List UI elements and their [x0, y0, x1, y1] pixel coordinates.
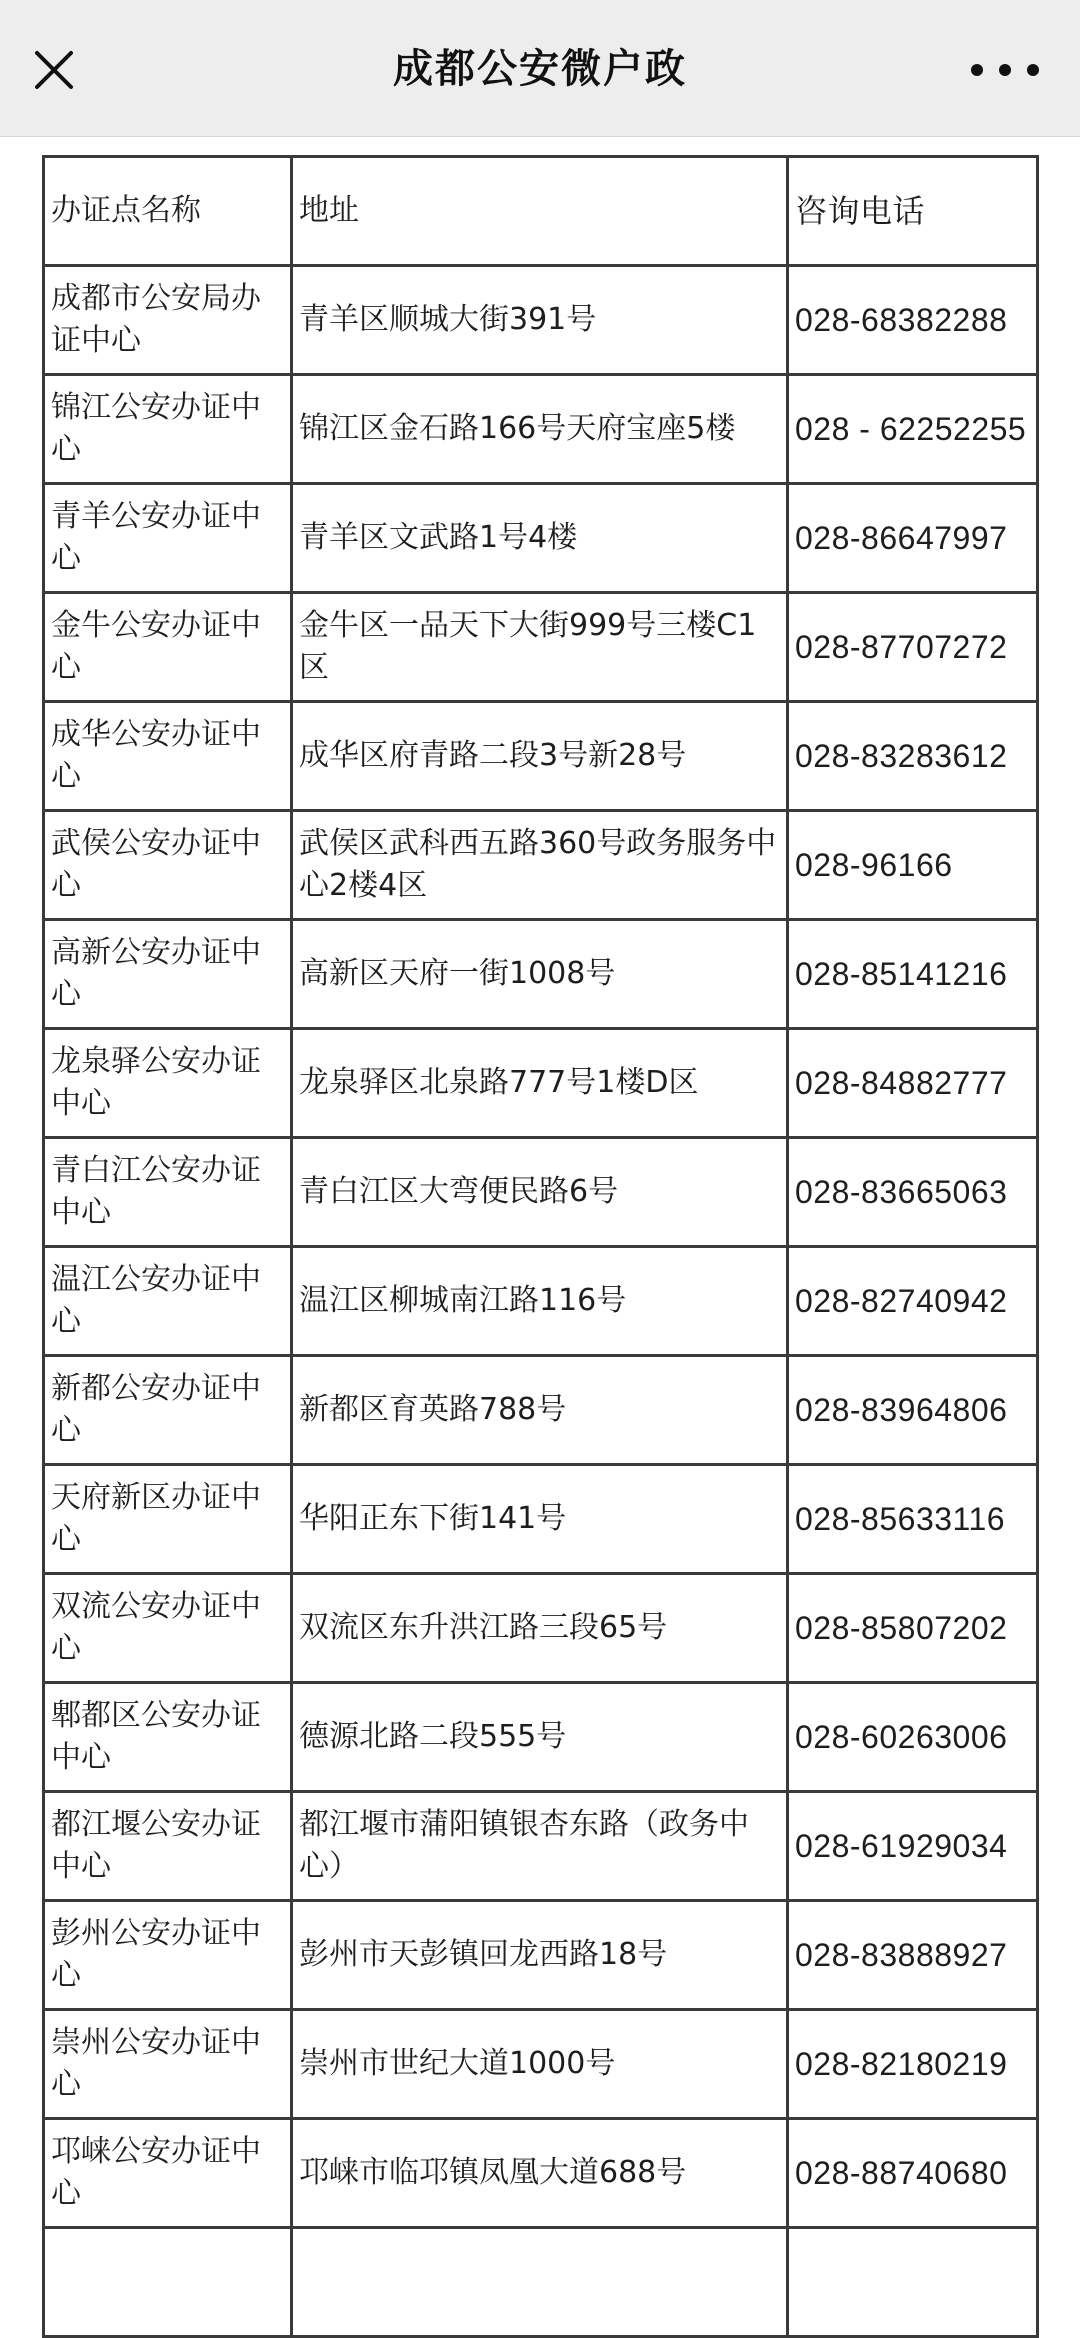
office-name-cell: 成华公安办证中心 — [44, 702, 292, 811]
phone-cell[interactable]: 028-68382288 — [788, 266, 1038, 375]
address-cell: 高新区天府一街1008号 — [292, 920, 788, 1029]
phone-cell[interactable]: 028-83283612 — [788, 702, 1038, 811]
address-cell — [292, 2228, 788, 2337]
table-row — [44, 1901, 1038, 2010]
address-cell: 彭州市天彭镇回龙西路18号 — [292, 1901, 788, 2010]
column-header-address: 地址 — [292, 157, 788, 266]
table-row — [44, 2119, 1038, 2228]
office-name-cell: 天府新区办证中心 — [44, 1465, 292, 1574]
office-name-cell: 双流公安办证中心 — [44, 1574, 292, 1683]
table-row — [44, 1247, 1038, 1356]
office-table-container — [42, 155, 1036, 2338]
table-row — [44, 375, 1038, 484]
phone-cell[interactable]: 028-85141216 — [788, 920, 1038, 1029]
phone-cell[interactable]: 028-82180219 — [788, 2010, 1038, 2119]
address-cell: 成华区府青路二段3号新28号 — [292, 702, 788, 811]
phone-cell[interactable]: 028-85807202 — [788, 1574, 1038, 1683]
office-name-cell: 成都市公安局办证中心 — [44, 266, 292, 375]
phone-cell[interactable]: 028-83888927 — [788, 1901, 1038, 2010]
office-name-cell: 崇州公安办证中心 — [44, 2010, 292, 2119]
address-cell: 锦江区金石路166号天府宝座5楼 — [292, 375, 788, 484]
table-row — [44, 2010, 1038, 2119]
table-row — [44, 811, 1038, 920]
address-cell: 青羊区顺城大街391号 — [292, 266, 788, 375]
table-row — [44, 1574, 1038, 1683]
table-row — [44, 1356, 1038, 1465]
office-name-cell: 金牛公安办证中心 — [44, 593, 292, 702]
more-icon — [960, 60, 1050, 80]
table-row — [44, 702, 1038, 811]
page-title: 成都公安微户政 — [393, 46, 687, 92]
table-row — [44, 2228, 1038, 2337]
table-row — [44, 1138, 1038, 1247]
address-cell: 温江区柳城南江路116号 — [292, 1247, 788, 1356]
address-cell: 武侯区武科西五路360号政务服务中心2楼4区 — [292, 811, 788, 920]
more-options-button[interactable] — [950, 38, 1060, 102]
table-row — [44, 484, 1038, 593]
phone-cell[interactable]: 028-83665063 — [788, 1138, 1038, 1247]
office-name-cell: 都江堰公安办证中心 — [44, 1792, 292, 1901]
address-cell: 青羊区文武路1号4楼 — [292, 484, 788, 593]
address-cell: 双流区东升洪江路三段65号 — [292, 1574, 788, 1683]
phone-cell[interactable]: 028 - 62252255 — [788, 375, 1038, 484]
phone-cell[interactable] — [788, 2228, 1038, 2337]
phone-cell[interactable]: 028-87707272 — [788, 593, 1038, 702]
phone-cell[interactable]: 028-60263006 — [788, 1683, 1038, 1792]
office-name-cell: 温江公安办证中心 — [44, 1247, 292, 1356]
table-row — [44, 1465, 1038, 1574]
office-table — [42, 155, 1039, 2338]
table-row — [44, 920, 1038, 1029]
table-row — [44, 1029, 1038, 1138]
table-row — [44, 1683, 1038, 1792]
table-body — [44, 266, 1038, 2337]
address-cell: 华阳正东下街141号 — [292, 1465, 788, 1574]
office-name-cell: 龙泉驿公安办证中心 — [44, 1029, 292, 1138]
column-header-phone: 咨询电话 — [788, 157, 1038, 266]
address-cell: 金牛区一品天下大街999号三楼C1区 — [292, 593, 788, 702]
address-cell: 德源北路二段555号 — [292, 1683, 788, 1792]
table-row — [44, 266, 1038, 375]
address-cell: 邛崃市临邛镇凤凰大道688号 — [292, 2119, 788, 2228]
office-name-cell: 青羊公安办证中心 — [44, 484, 292, 593]
phone-cell[interactable]: 028-83964806 — [788, 1356, 1038, 1465]
column-header-name: 办证点名称 — [44, 157, 292, 266]
address-cell: 新都区育英路788号 — [292, 1356, 788, 1465]
address-cell: 龙泉驿区北泉路777号1楼D区 — [292, 1029, 788, 1138]
table-header-row — [44, 157, 1038, 266]
office-name-cell: 彭州公安办证中心 — [44, 1901, 292, 2010]
phone-cell[interactable]: 028-96166 — [788, 811, 1038, 920]
office-name-cell: 郫都区公安办证中心 — [44, 1683, 292, 1792]
address-cell: 崇州市世纪大道1000号 — [292, 2010, 788, 2119]
table-row — [44, 1792, 1038, 1901]
phone-cell[interactable]: 028-85633116 — [788, 1465, 1038, 1574]
office-name-cell: 高新公安办证中心 — [44, 920, 292, 1029]
phone-cell[interactable]: 028-82740942 — [788, 1247, 1038, 1356]
address-cell: 青白江区大弯便民路6号 — [292, 1138, 788, 1247]
address-cell: 都江堰市蒲阳镇银杏东路（政务中心） — [292, 1792, 788, 1901]
office-name-cell: 邛崃公安办证中心 — [44, 2119, 292, 2228]
office-name-cell: 青白江公安办证中心 — [44, 1138, 292, 1247]
phone-cell[interactable]: 028-61929034 — [788, 1792, 1038, 1901]
phone-cell[interactable]: 028-88740680 — [788, 2119, 1038, 2228]
phone-cell[interactable]: 028-86647997 — [788, 484, 1038, 593]
office-name-cell — [44, 2228, 292, 2337]
office-name-cell: 新都公安办证中心 — [44, 1356, 292, 1465]
table-row — [44, 593, 1038, 702]
close-button[interactable] — [22, 38, 86, 102]
office-name-cell: 锦江公安办证中心 — [44, 375, 292, 484]
phone-cell[interactable]: 028-84882777 — [788, 1029, 1038, 1138]
top-navigation-bar — [0, 0, 1080, 137]
office-name-cell: 武侯公安办证中心 — [44, 811, 292, 920]
close-icon — [32, 48, 76, 92]
